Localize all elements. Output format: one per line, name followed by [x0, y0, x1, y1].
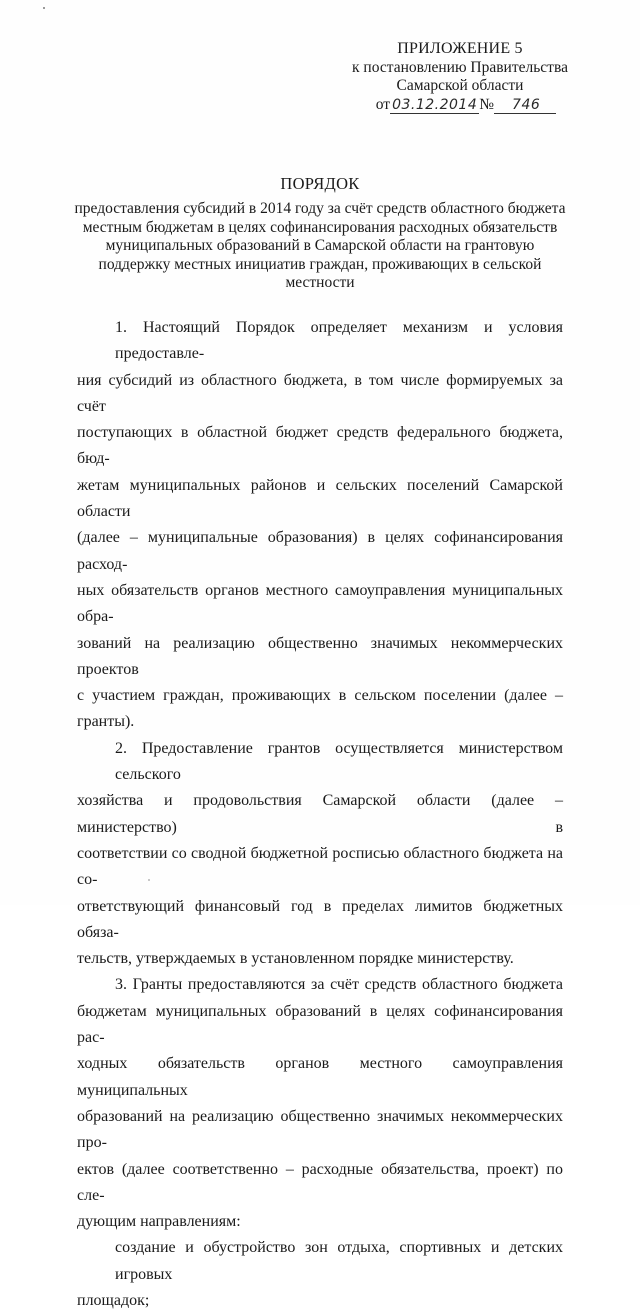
approval-block — [330, 40, 590, 114]
text-line: тельств, утверждаемых в установленном порядке министерству. — [77, 950, 514, 968]
date-number-line — [376, 96, 557, 115]
paragraph-3 — [77, 972, 563, 1235]
text-line: соответствии со сводной бюджетной росписью областного бюджета на со- — [77, 844, 563, 889]
region-line: Самарской области — [396, 77, 524, 94]
text-line: жетам муниципальных районов и сельских поселений Самарской области — [77, 476, 563, 521]
subtitle-line: местности — [285, 274, 355, 291]
paragraph-1 — [77, 315, 563, 736]
subtitle-line: муниципальных образований в Самарской области на грантовую — [105, 237, 535, 254]
handwritten-number: 746 — [494, 97, 556, 114]
text-line: 1. Настоящий Порядок определяет механизм и условия предоставле- — [115, 319, 563, 363]
text-line: ходных обязательств органов местного самоуправления муниципальных — [77, 1055, 563, 1099]
text-line: зований на реализацию общественно значимых некоммерческих проектов — [77, 634, 563, 678]
handwritten-date: 03.12.2014 — [392, 96, 478, 113]
text-line: с участием граждан, проживающих в сельском поселении (далее – гранты). — [77, 687, 563, 731]
text-line: бюджетам муниципальных образований в целях софинансирования рас- — [77, 1002, 563, 1047]
text-line: поступающих в областной бюджет средств федерального бюджета, бюд- — [77, 424, 563, 468]
document-body — [77, 315, 563, 1314]
text-line: создание и обустройство зон отдыха, спортивных и детских игровых — [115, 1239, 563, 1283]
paragraph-4 — [77, 1235, 563, 1314]
appendix-label: ПРИЛОЖЕНИЕ 5 — [397, 40, 523, 57]
text-line: хозяйства и продовольствия Самарской области (далее – министерство) в — [77, 792, 563, 836]
text-line: 2. Предоставление грантов осуществляется министерством сельского — [115, 739, 563, 784]
text-line: образований на реализацию общественно значимых некоммерческих про- — [77, 1107, 563, 1152]
text-line: ных обязательств органов местного самоуправления муниципальных обра- — [77, 581, 563, 626]
subtitle-line: местным бюджетам в целях софинансирования расходных обязательств — [82, 218, 558, 236]
subtitle-line: предоставления субсидий в 2014 году за счёт средств областного бюджета — [74, 200, 566, 217]
resolution-line: к постановлению Правительства — [352, 58, 568, 76]
text-line: дующим направлениям: — [77, 1213, 241, 1231]
number-prefix: № — [479, 95, 495, 113]
text-line: 3. Гранты предоставляются за счёт средств областного бюджета — [115, 976, 563, 994]
document-title: ПОРЯДОК — [280, 174, 360, 193]
text-line: площадок; — [77, 1291, 150, 1309]
text-line: (далее – муниципальные образования) в целях софинансирования расход- — [77, 529, 563, 573]
date-prefix: от — [375, 95, 391, 113]
text-line: ектов (далее соответственно – расходные обязательства, проект) по сле- — [77, 1160, 563, 1204]
paragraph-2 — [77, 736, 563, 973]
scan-artifact — [43, 7, 45, 9]
document-subtitle — [60, 200, 580, 293]
text-line: ния субсидий из областного бюджета, в том числе формируемых за счёт — [77, 371, 563, 415]
subtitle-line: поддержку местных инициатив граждан, проживающих в сельской — [98, 255, 542, 273]
text-line: ответствующий финансовый год в пределах лимитов бюджетных обяза- — [77, 897, 563, 941]
